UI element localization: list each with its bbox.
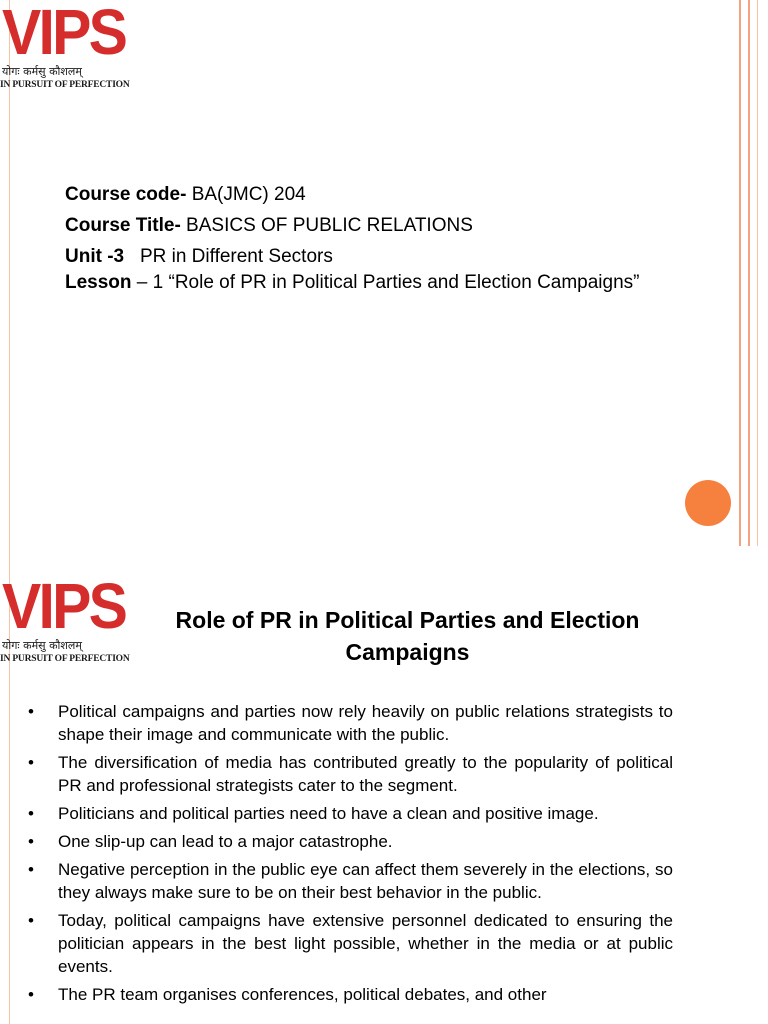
logo-wordmark: VIPS	[2, 0, 126, 68]
bullet-icon: •	[28, 911, 34, 930]
list-item	[28, 858, 673, 904]
bullet-text: Today, political campaigns have extensive personnel dedicated to ensuring the politician appears in the best light possible, whether in the media or at public events.	[58, 911, 673, 976]
course-code-line	[65, 184, 306, 206]
vips-logo	[0, 570, 130, 670]
list-item	[28, 830, 673, 853]
list-item	[28, 802, 673, 825]
course-title-line	[65, 215, 473, 237]
slide-2	[0, 546, 768, 1024]
bullet-icon: •	[28, 832, 34, 851]
bullet-text: Negative perception in the public eye can affect them severely in the elections, so they always make sure to be on their best behavior in the public.	[58, 860, 673, 902]
bullet-icon: •	[28, 804, 34, 823]
bullet-icon: •	[28, 753, 34, 772]
logo-wordmark: VIPS	[2, 570, 126, 642]
course-title-label: Course Title-	[65, 215, 181, 236]
right-edge-line	[748, 0, 750, 546]
list-item	[28, 983, 673, 1006]
unit-line	[65, 246, 333, 268]
orange-circle-decoration	[685, 480, 731, 526]
bullet-icon: •	[28, 985, 34, 1004]
vips-logo	[0, 0, 130, 96]
bullet-text: The PR team organises conferences, political debates, and other	[58, 985, 547, 1004]
lesson-label: Lesson	[65, 272, 132, 293]
logo-motto: योगः कर्मसु कौशलम्	[2, 65, 82, 78]
unit-label: Unit -3	[65, 246, 125, 267]
right-edge-line	[757, 0, 758, 546]
logo-motto: योगः कर्मसु कौशलम्	[2, 639, 82, 652]
bullet-text: One slip-up can lead to a major catastrophe.	[58, 832, 393, 851]
bullet-icon: •	[28, 860, 34, 879]
lesson-value: – 1 “Role of PR in Political Parties and Election Campaigns”	[131, 272, 640, 293]
bullet-list	[28, 700, 673, 1011]
bullet-text: Politicians and political parties need to have a clean and positive image.	[58, 804, 599, 823]
course-code-value: BA(JMC) 204	[186, 184, 306, 205]
bullet-text: The diversification of media has contributed greatly to the popularity of political PR and professional strategists cater to the segment.	[58, 753, 673, 795]
list-item	[28, 751, 673, 797]
logo-tagline: IN PURSUIT OF PERFECTION	[0, 654, 130, 664]
right-edge-line	[739, 0, 741, 546]
bullet-text: Political campaigns and parties now rely heavily on public relations strategists to shape their image and communicate with the public.	[58, 702, 673, 744]
course-title-value: BASICS OF PUBLIC RELATIONS	[180, 215, 473, 236]
lesson-line	[65, 272, 640, 294]
bullet-icon: •	[28, 702, 34, 721]
logo-tagline: IN PURSUIT OF PERFECTION	[0, 80, 130, 90]
list-item	[28, 909, 673, 978]
unit-value: PR in Different Sectors	[124, 246, 333, 267]
slide-title: Role of PR in Political Parties and Election Campaigns	[175, 607, 640, 665]
list-item	[28, 700, 673, 746]
course-code-label: Course code-	[65, 184, 187, 205]
